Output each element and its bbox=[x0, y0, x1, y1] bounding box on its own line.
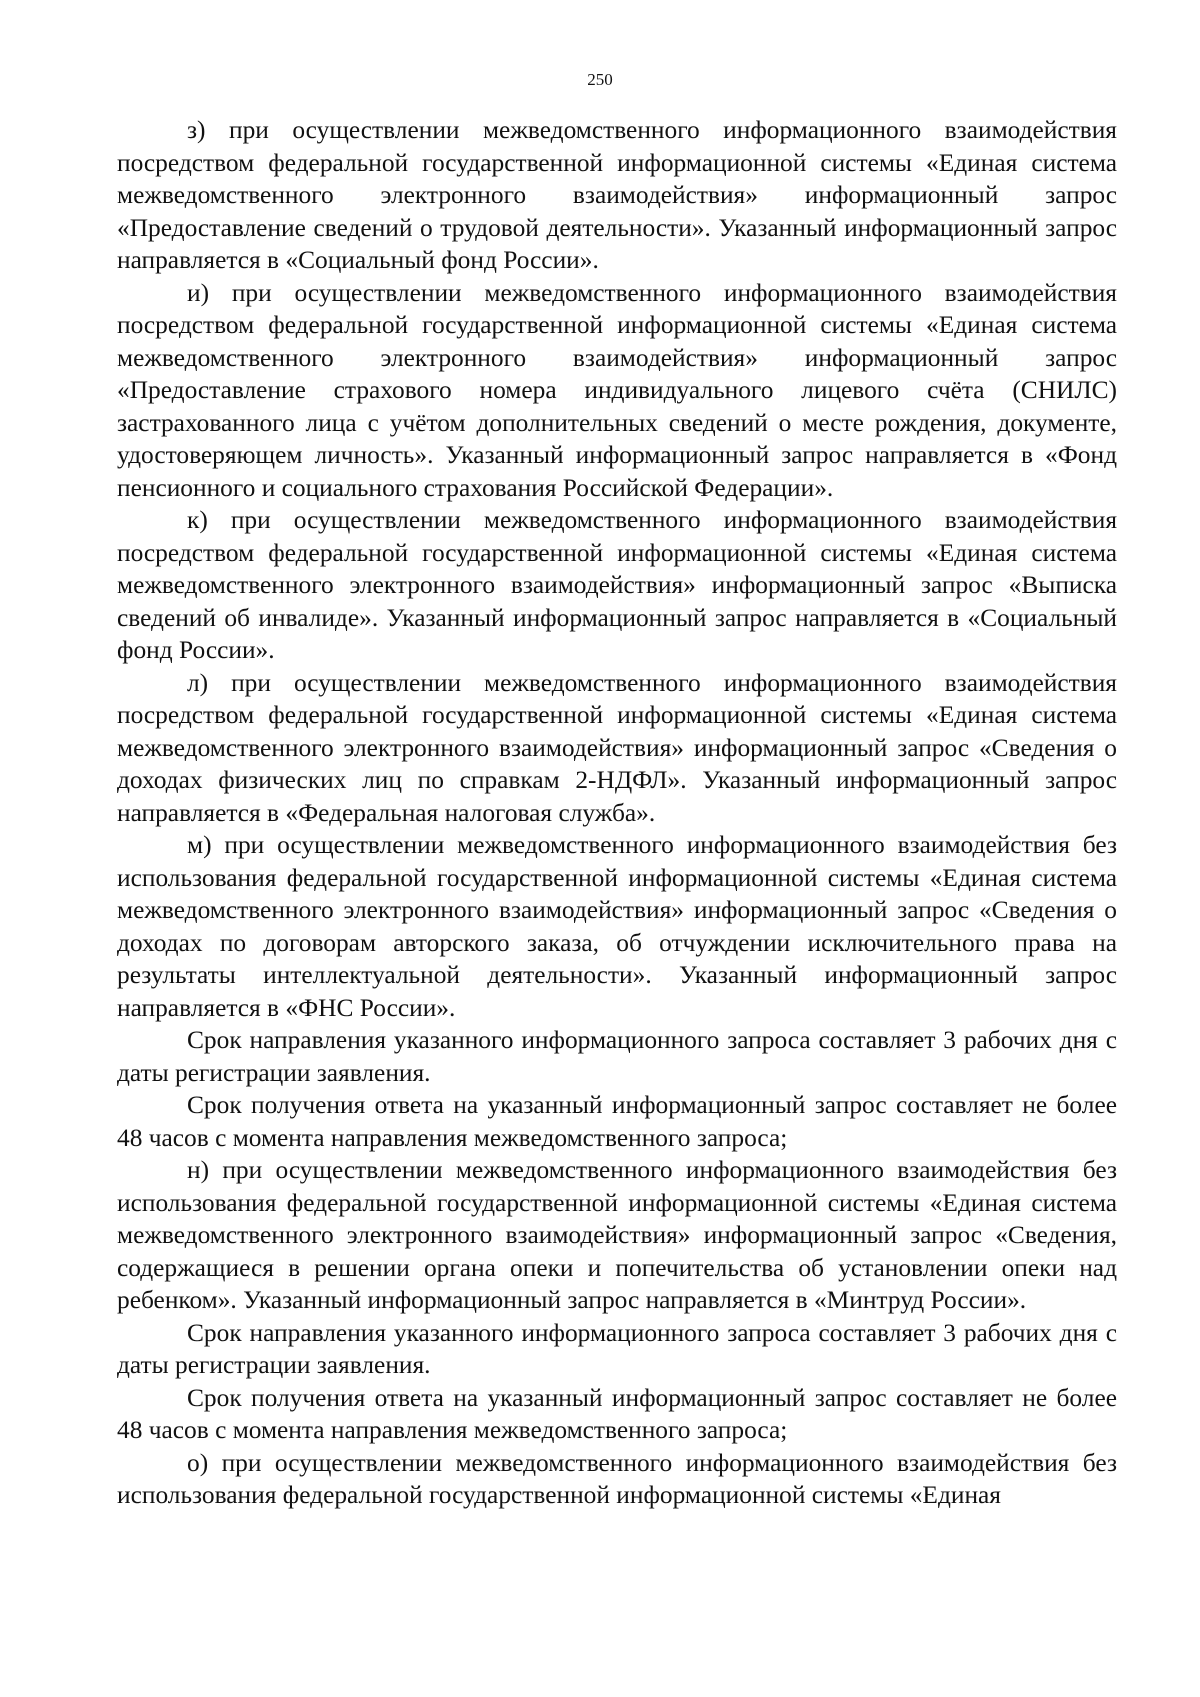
document-body bbox=[117, 114, 1117, 1512]
paragraph-o: о) при осуществлении межведомственного информационного взаимодействия без использования федеральной государственной информационной системы «Единая bbox=[117, 1448, 1117, 1509]
page-number: 250 bbox=[587, 70, 613, 89]
paragraph-deadline-response-n: Срок получения ответа на указанный информационный запрос составляет не более 48 часов с момента направления межведомственного запроса; bbox=[117, 1383, 1117, 1444]
paragraph-z: з) при осуществлении межведомственного информационного взаимодействия посредством федеральной государственной информационной системы «Единая система межведомственного электронного взаимодействия» информационный запрос «Предоставление сведений о трудовой деятельности». Указанный информационный запрос направляется в «Социальный фонд России». bbox=[117, 116, 1117, 274]
paragraph-n: н) при осуществлении межведомственного информационного взаимодействия без использования федеральной государственной информационной системы «Единая система межведомственного электронного взаимодействия» информационный запрос «Сведения, содержащиеся в решении органа опеки и попечительства об установлении опеки над ребенком». Указанный информационный запрос направляется в «Минтруд России». bbox=[117, 1156, 1117, 1314]
paragraph-k: к) при осуществлении межведомственного информационного взаимодействия посредством федеральной государственной информационной системы «Единая система межведомственного электронного взаимодействия» информационный запрос «Выписка сведений об инвалиде». Указанный информационный запрос направляется в «Социальный фонд России». bbox=[117, 506, 1117, 664]
paragraph-l: л) при осуществлении межведомственного информационного взаимодействия посредством федеральной государственной информационной системы «Единая система межведомственного электронного взаимодействия» информационный запрос «Сведения о доходах физических лиц по справкам 2-НДФЛ». Указанный информационный запрос направляется в «Федеральная налоговая служба». bbox=[117, 668, 1117, 827]
paragraph-i: и) при осуществлении межведомственного информационного взаимодействия посредством федеральной государственной информационной системы «Единая система межведомственного электронного взаимодействия» информационный запрос «Предоставление страхового номера индивидуального лицевого счёта (СНИЛС) застрахованного лица с учётом дополнительных сведений о месте рождения, документе, удостоверяющем личность». Указанный информационный запрос направляется в «Фонд пенсионного и социального страхования Российской Федерации». bbox=[117, 278, 1117, 502]
paragraph-deadline-send-m: Срок направления указанного информационного запроса составляет 3 рабочих дня с даты регистрации заявления. bbox=[117, 1026, 1117, 1087]
paragraph-m: м) при осуществлении межведомственного информационного взаимодействия без использования федеральной государственной информационной системы «Единая система межведомственного электронного взаимодействия» информационный запрос «Сведения о доходах по договорам авторского заказа, об отчуждении исключительного права на результаты интеллектуальной деятельности». Указанный информационный запрос направляется в «ФНС России». bbox=[117, 831, 1117, 1022]
paragraph-deadline-send-n: Срок направления указанного информационного запроса составляет 3 рабочих дня с даты регистрации заявления. bbox=[117, 1318, 1117, 1379]
paragraph-deadline-response-m: Срок получения ответа на указанный информационный запрос составляет не более 48 часов с момента направления межведомственного запроса; bbox=[117, 1091, 1117, 1152]
